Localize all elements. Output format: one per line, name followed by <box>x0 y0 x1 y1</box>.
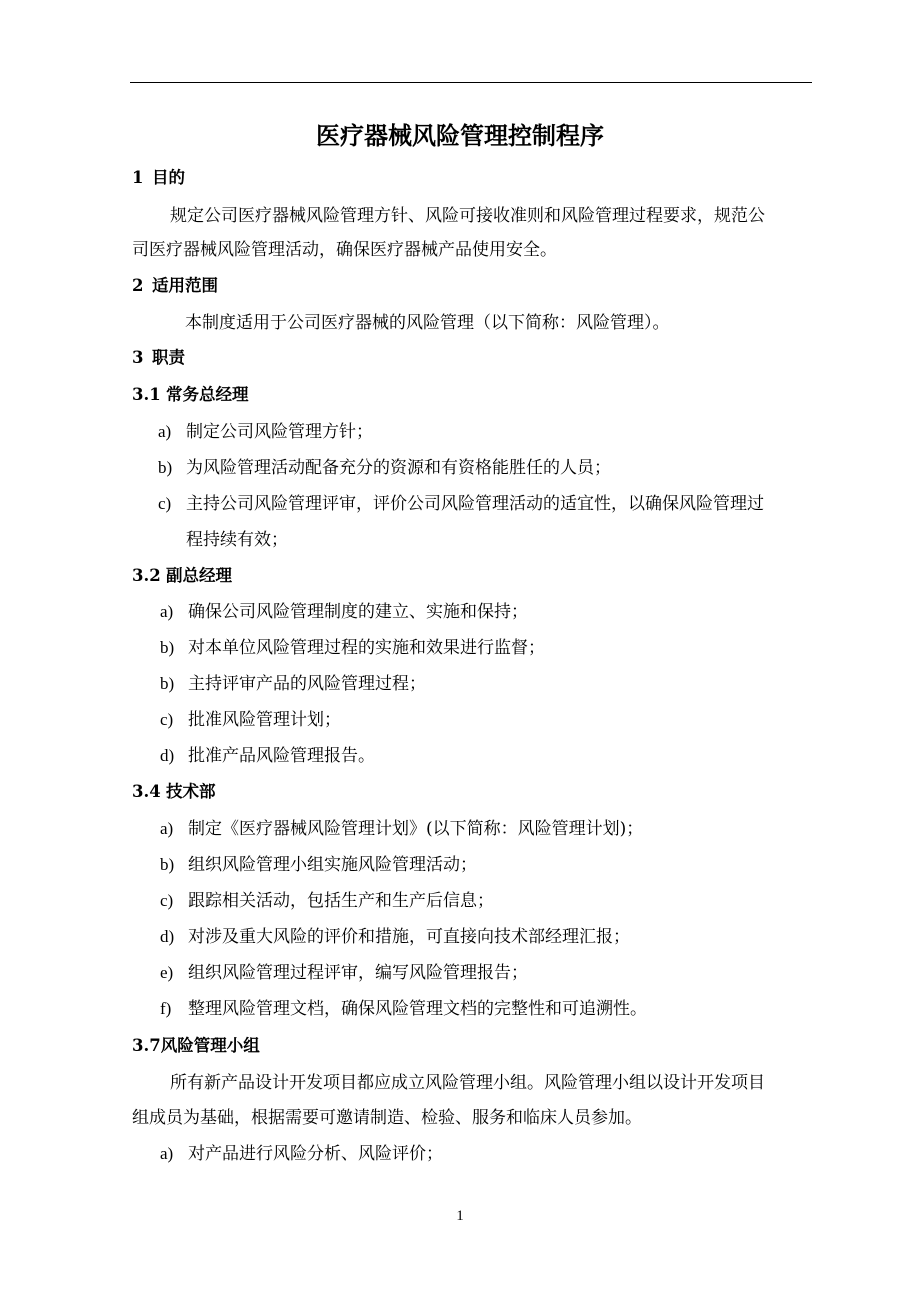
list-text: 对产品进行风险分析、风险评价； <box>188 1144 443 1164</box>
list-marker: a) <box>160 1144 174 1163</box>
list-item <box>160 924 630 950</box>
list-marker: b) <box>160 674 175 693</box>
list-item <box>160 743 375 769</box>
list-text: 组织风险管理小组实施风险管理活动； <box>188 855 477 875</box>
list-marker: a) <box>160 819 174 838</box>
list-item <box>158 491 764 517</box>
list-item-continuation: 程持续有效； <box>186 530 288 550</box>
list-item <box>160 707 341 733</box>
section-number: 3.1 <box>132 385 161 404</box>
section-number: 2 <box>132 276 144 295</box>
section-heading-3-2 <box>132 563 232 589</box>
section-heading-2 <box>132 273 218 299</box>
section-title: 风险管理小组 <box>160 1036 260 1055</box>
list-marker: c) <box>160 710 174 729</box>
list-item <box>160 960 528 986</box>
list-marker: e) <box>160 963 174 982</box>
list-text: 制定《医疗器械风险管理计划》(以下简称：风险管理计划)； <box>188 819 644 839</box>
section-heading-3-4 <box>132 779 216 805</box>
page-number: 1 <box>456 1208 464 1224</box>
list-text: 批准产品风险管理报告。 <box>188 746 375 766</box>
section-number: 3.7 <box>132 1036 161 1055</box>
section-heading-1 <box>132 165 185 191</box>
list-marker: d) <box>160 927 175 946</box>
list-text: 跟踪相关活动，包括生产和生产后信息； <box>188 891 494 911</box>
list-text: 确保公司风险管理制度的建立、实施和保持； <box>188 602 528 622</box>
section-heading-3 <box>132 345 185 371</box>
list-marker: a) <box>160 602 174 621</box>
section-number: 1 <box>132 168 144 187</box>
list-item <box>160 816 643 842</box>
paragraph-line: 规定公司医疗器械风险管理方针、风险可接收准则和风险管理过程要求，规范公 <box>170 206 765 226</box>
list-item <box>158 419 373 445</box>
list-item <box>160 635 545 661</box>
list-marker: f) <box>160 999 172 1018</box>
section-title: 常务总经理 <box>166 385 249 404</box>
list-text: 对涉及重大风险的评价和措施，可直接向技术部经理汇报； <box>188 927 630 947</box>
list-marker: b) <box>158 458 173 477</box>
list-item <box>158 455 611 481</box>
list-marker: a) <box>158 422 172 441</box>
list-text: 组织风险管理过程评审，编写风险管理报告； <box>188 963 528 983</box>
section-title: 副总经理 <box>166 566 232 585</box>
section-number: 3.2 <box>132 566 161 585</box>
list-marker: b) <box>160 855 175 874</box>
section-title: 目的 <box>152 168 185 187</box>
section-number: 3.4 <box>132 782 161 801</box>
list-item <box>160 852 477 878</box>
list-marker: b) <box>160 638 175 657</box>
section-title: 职责 <box>152 348 185 367</box>
section-heading-3-7 <box>132 1033 260 1059</box>
section-title: 适用范围 <box>152 276 218 295</box>
list-item <box>160 599 528 625</box>
header-rule <box>130 82 812 83</box>
list-text: 批准风险管理计划； <box>188 710 341 730</box>
list-marker: c) <box>158 494 172 513</box>
list-item <box>160 671 426 697</box>
list-item <box>160 888 494 914</box>
list-text: 主持公司风险管理评审，评价公司风险管理活动的适宜性，以确保风险管理过 <box>186 494 764 514</box>
list-item <box>160 1141 443 1167</box>
paragraph-line: 司医疗器械风险管理活动，确保医疗器械产品使用安全。 <box>132 240 557 260</box>
document-title: 医疗器械风险管理控制程序 <box>316 121 604 150</box>
section-number: 3 <box>132 348 144 367</box>
list-text: 对本单位风险管理过程的实施和效果进行监督； <box>188 638 545 658</box>
list-text: 为风险管理活动配备充分的资源和有资格能胜任的人员； <box>186 458 611 478</box>
paragraph-line: 所有新产品设计开发项目都应成立风险管理小组。风险管理小组以设计开发项目 <box>170 1073 765 1093</box>
list-text: 制定公司风险管理方针； <box>186 422 373 442</box>
list-text: 整理风险管理文档，确保风险管理文档的完整性和可追溯性。 <box>188 999 647 1019</box>
list-item <box>160 996 647 1022</box>
list-text: 主持评审产品的风险管理过程； <box>188 674 426 694</box>
section-title: 技术部 <box>166 782 216 801</box>
section-heading-3-1 <box>132 382 249 408</box>
paragraph-line: 组成员为基础，根据需要可邀请制造、检验、服务和临床人员参加。 <box>132 1108 642 1128</box>
paragraph-line: 本制度适用于公司医疗器械的风险管理（以下简称：风险管理）。 <box>185 313 670 333</box>
list-marker: c) <box>160 891 174 910</box>
list-marker: d) <box>160 746 175 765</box>
